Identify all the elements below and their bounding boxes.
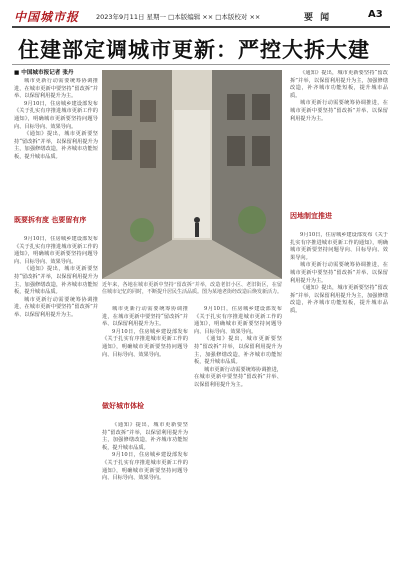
- article-column-4b: [290, 232, 388, 566]
- byline: ■ 中国城市报记者 张丹: [14, 70, 74, 76]
- article-paragraph: 城市更新行动需要统筹协调推进，在城市更新中要坚持“留改拆”并举、以保留利用提升为主。: [102, 306, 188, 328]
- page-number: A3: [368, 9, 383, 20]
- article-column-1: [14, 78, 98, 214]
- article-column-1b: [14, 236, 98, 566]
- article-paragraph: 9月10日，住房城乡建设部发布《关于扎实有序推进城市更新工作的通知》，明确城市更新要坚持问题导向、目标导向、效果导向。: [14, 236, 98, 265]
- article-paragraph: 城市更新行动需要统筹协调推进，在城市更新中要坚持“留改拆”并举、以保留利用提升为主。: [290, 262, 388, 284]
- article-paragraph: 《通知》提出，城市更新要坚持“留改拆”并举，以保留利用提升为主，加强修缮改造，补齐城市功能短板，提升城市品质。: [290, 285, 388, 314]
- subhead-3: 因地制宜推进: [290, 212, 332, 220]
- page-headline: 住建部定调城市更新：严控大拆大建: [18, 37, 370, 62]
- photo-caption: 近年来，各地在城市更新中坚持“留改拆”并举，改造老旧小区、老旧街区，在留住城市记忆的同时，不断提升居民生活品质。图为某地老街经改造后焕发新活力。: [102, 282, 283, 295]
- article-paragraph: 9月10日，住房城乡建设部发布《关于扎实有序推进城市更新工作的通知》，明确城市更新要坚持问题导向、目标导向、效果导向。: [194, 306, 282, 335]
- article-column-2b: [102, 422, 188, 566]
- article-paragraph: 城市更新行动需要统筹协调推进，在城市更新中要坚持“留改拆”并举、以保留利用提升为主。: [14, 78, 98, 100]
- article-column-3: [194, 306, 282, 566]
- article-paragraph: 9月10日，住房城乡建设部发布《关于扎实有序推进城市更新工作的通知》，明确城市更新要坚持问题导向、目标导向、效果导向。: [14, 100, 98, 130]
- article-column-4: [290, 70, 388, 210]
- article-paragraph: 城市更新行动需要统筹协调推进，在城市更新中要坚持“留改拆”并举、以保留利用提升为主。: [290, 100, 388, 122]
- article-paragraph: 《通知》提出，城市更新要坚持“留改拆”并举，以保留利用提升为主，加强修缮改造，补齐城市功能短板，提升城市品质。: [14, 266, 98, 296]
- section-label: 要 闻: [304, 13, 332, 23]
- article-paragraph: 9月10日，住房城乡建设部发布《关于扎实有序推进城市更新工作的通知》，明确城市更新要坚持问题导向、目标导向、效果导向。: [290, 232, 388, 261]
- article-paragraph: 《通知》提出，城市更新要坚持“留改拆”并举，以保留利用提升为主，加强修缮改造，补齐城市功能短板，提升城市品质。: [194, 336, 282, 366]
- article-paragraph: 城市更新行动需要统筹协调推进，在城市更新中要坚持“留改拆”并举、以保留利用提升为主。: [14, 296, 98, 318]
- header-rule: [12, 26, 390, 28]
- subhead-1: 既要拆有度 也要留有序: [14, 216, 87, 224]
- subhead-2: 做好城市体检: [102, 402, 144, 410]
- newspaper-logo: 中国城市报: [14, 10, 80, 24]
- masthead: [12, 8, 390, 24]
- article-paragraph: 9月10日，住房城乡建设部发布《关于扎实有序推进城市更新工作的通知》，明确城市更新要坚持问题导向、目标导向、效果导向。: [102, 328, 188, 358]
- article-paragraph: 《通知》提出，城市更新要坚持“留改拆”并举，以保留利用提升为主，加强修缮改造，补齐城市功能短板，提升城市品质。: [14, 131, 98, 160]
- dateline: 2023年9月11日 星期一 □本版编辑 ×× □本版校对 ××: [96, 13, 261, 21]
- street-photo: [102, 70, 282, 279]
- article-column-2: [102, 306, 188, 400]
- headline-rule: [12, 64, 390, 65]
- article-paragraph: 城市更新行动需要统筹协调推进，在城市更新中要坚持“留改拆”并举、以保留利用提升为主。: [194, 366, 282, 388]
- article-paragraph: 9月10日，住房城乡建设部发布《关于扎实有序推进城市更新工作的通知》，明确城市更新要坚持问题导向、目标导向、效果导向。: [102, 452, 188, 482]
- article-paragraph: 《通知》提出，城市更新要坚持“留改拆”并举，以保留利用提升为主，加强修缮改造，补齐城市功能短板，提升城市品质。: [290, 70, 388, 99]
- article-paragraph: 《通知》提出，城市更新要坚持“留改拆”并举，以保留利用提升为主，加强修缮改造，补齐城市功能短板，提升城市品质。: [102, 422, 188, 451]
